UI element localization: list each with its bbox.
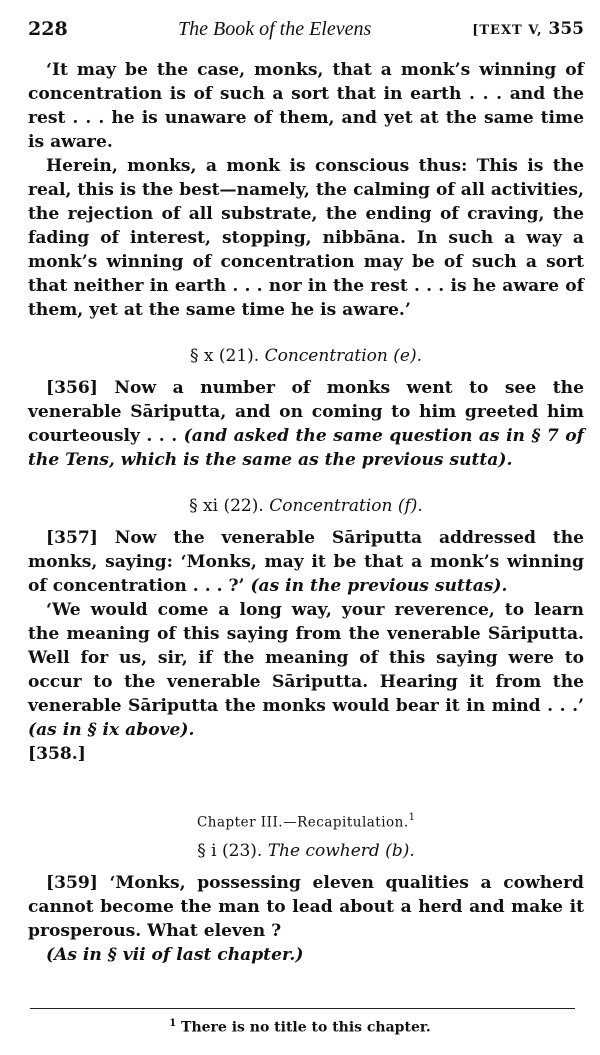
paragraph-text: ‘Monks, possessing eleven qualities a cowherd cannot become the man to lead about a herd and make it prosperous. What eleven ? bbox=[28, 872, 584, 941]
section-title: Concentration (f). bbox=[269, 496, 423, 516]
paragraph-number: [359] bbox=[46, 872, 98, 893]
section-heading bbox=[28, 344, 584, 368]
section-heading bbox=[28, 839, 584, 863]
paragraph bbox=[28, 742, 584, 766]
paragraph: Herein, monks, a monk is conscious thus: This is the real, this is the best—namely, the calming of all activities, the rejection of all substrate, the ending of craving, the fading of interest, stopping, nibbāna. In such a way a monk’s winning of concentration may be of such a sort that neither in earth . . . nor in the rest . . . is he aware of them, yet at the same time he is aware.’ bbox=[28, 156, 584, 320]
chapter-title: Chapter III.—Recapitulation. bbox=[196, 814, 409, 831]
paragraph-number: [358.] bbox=[28, 744, 86, 764]
paragraph-text: Now a number of monks went to see the venerable Sāriputta, and on coming to him greeted him courteously . . . bbox=[28, 378, 584, 446]
footnote bbox=[0, 1018, 600, 1036]
paragraph-italic: (as in the previous suttas). bbox=[250, 576, 508, 596]
paragraph bbox=[28, 943, 584, 967]
paragraph bbox=[28, 598, 584, 742]
section-title: Concentration (e). bbox=[264, 346, 422, 366]
footnote-text: There is no title to this chapter. bbox=[181, 1019, 431, 1036]
paragraph: ‘It may be the case, monks, that a monk’s winning of concentration is of such a sort that in earth . . . and the rest . . . he is unaware of them, and yet at the same time is aware. bbox=[28, 60, 584, 152]
book-title: The Book of the Elevens bbox=[178, 18, 372, 40]
section-heading bbox=[28, 494, 584, 518]
paragraph-number: [357] bbox=[46, 528, 98, 548]
page-body bbox=[28, 58, 584, 967]
paragraph-italic: (As in § vii of last chapter.) bbox=[46, 944, 304, 965]
section-title: The cowherd (b). bbox=[267, 840, 415, 861]
paragraph-number: [356] bbox=[46, 378, 98, 398]
text-ref-label: [TEXT V, bbox=[472, 23, 543, 38]
paragraph-italic: (and asked the same question as in § 7 of the Tens, which is the same as the previous sutta). bbox=[28, 426, 584, 470]
footnote-mark: 1 bbox=[169, 1018, 177, 1029]
paragraph-italic: (as in § ix above). bbox=[28, 720, 195, 740]
chapter-heading bbox=[28, 806, 584, 835]
paragraph bbox=[28, 871, 584, 943]
section-label: § x (21). bbox=[189, 346, 260, 366]
text-reference bbox=[472, 19, 584, 39]
paragraph bbox=[28, 526, 584, 598]
paragraph-text: Now the venerable Sāriputta addressed the monks, saying: ‘Monks, may it be that a monk’s winning of concentration . . . ?’ bbox=[28, 528, 585, 596]
footnote-rule bbox=[30, 1008, 575, 1009]
paragraph-text: ‘We would come a long way, your reverence, to learn the meaning of this saying from the venerable Sāriputta. Well for us, sir, if the meaning of this saying were to occur to the venerable Sāriputta. Hearing it from the venerable Sāriputta the monks would bear it in mind . . .’ bbox=[28, 600, 584, 716]
section-label: § xi (22). bbox=[189, 496, 264, 516]
section-label: § i (23). bbox=[197, 840, 263, 861]
running-head bbox=[28, 18, 584, 46]
paragraph bbox=[28, 376, 584, 472]
page-number: 228 bbox=[28, 18, 68, 40]
text-ref-number: 355 bbox=[548, 19, 584, 39]
footnote-reference: 1 bbox=[408, 812, 416, 823]
